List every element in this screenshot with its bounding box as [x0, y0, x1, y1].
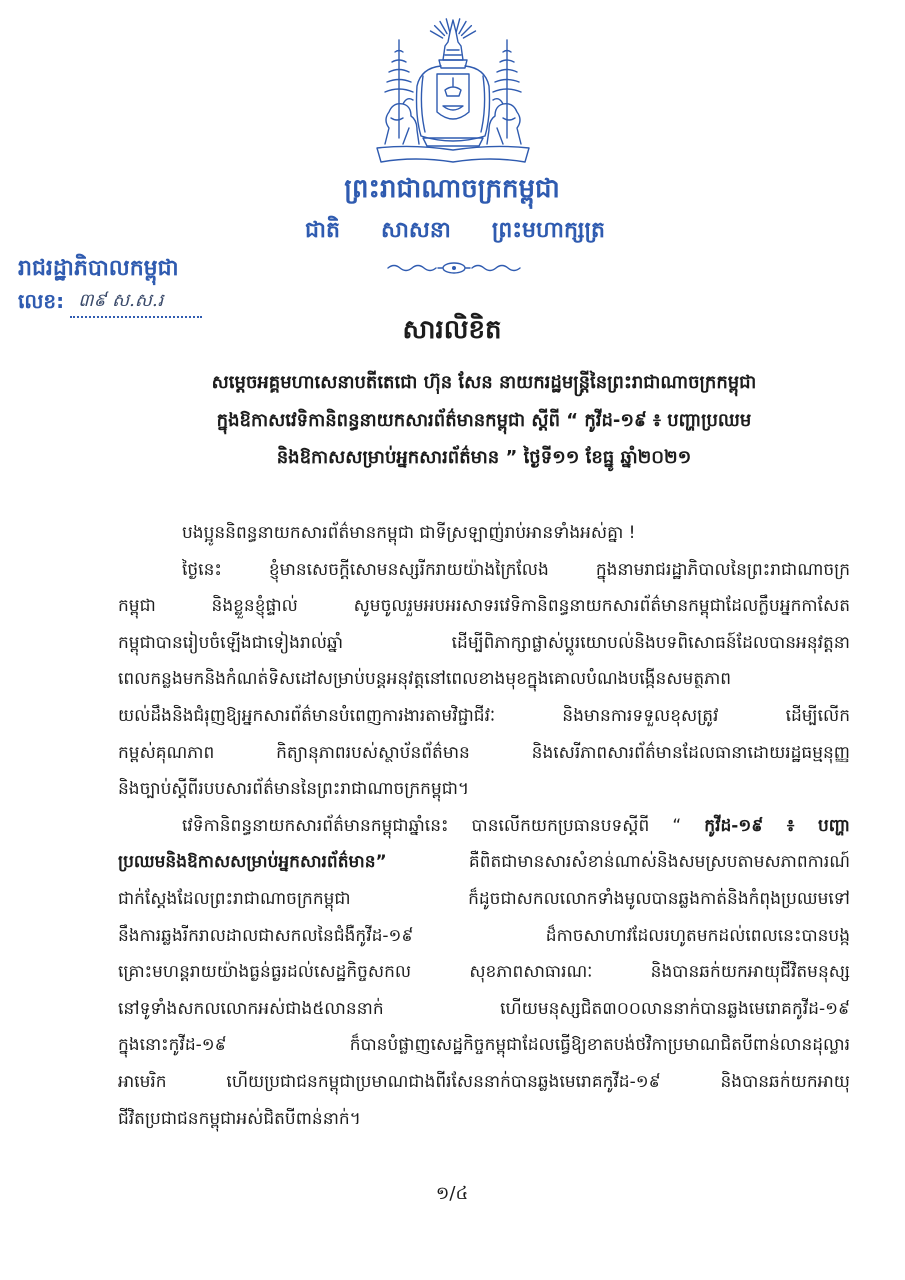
greeting-line: បងប្អូននិពន្ធនាយកសារព័ត៌មានកម្ពុជា ជាទីស្រឡាញ់រាប់អានទាំងអស់គ្នា !: [182, 523, 636, 543]
paragraph-line: ជាក់ស្តែងដែលព្រះរាជាណាចក្រកម្ពុជា ក៏ដូចជាសកលលោកទាំងមូលបានឆ្លងកាត់និងកំពុងប្រឈមទៅ: [118, 888, 850, 909]
paragraph-line: ជីវិតប្រជាជនកម្ពុជាអស់ជិតបីពាន់នាក់។: [118, 1108, 361, 1129]
reference-label: លេខ:: [18, 289, 65, 313]
national-motto: [305, 214, 605, 248]
subtitle-line: សម្តេចអគ្គមហាសេនាបតីតេជោ ហ៊ុន សែន នាយករដ្ឋមន្ត្រីនៃព្រះរាជាណាចក្រកម្ពុជា: [211, 372, 757, 393]
line-text: វេទិកានិពន្ធនាយកសារព័ត៌មានកម្ពុជាឆ្នាំនេះ បានលើកយកប្រធានបទស្តីពី “: [182, 815, 705, 836]
motto-nation: ជាតិ: [305, 218, 340, 243]
paragraph-line: ក្នុងនោះកូវីដ-១៩ ក៏បានបំផ្លាញសេដ្ឋកិច្ចកម្ពុជាដែលធ្វើឱ្យខាតបង់ថវិកាប្រមាណជិតបីពាន់លានដុល្លារ: [118, 1035, 850, 1056]
reference-dotted-line: [70, 290, 202, 318]
subtitle-line: ក្នុងឱកាសវេទិកានិពន្ធនាយកសារព័ត៌មានកម្ពុជា ស្តីពី “ កូវីដ-១៩ ៖ បញ្ហាប្រឈម: [216, 409, 752, 431]
paragraph-line: អាមេរិក ហើយប្រជាជនកម្ពុជាប្រមាណជាងពីរសែននាក់បានឆ្លងមេរោគកូវីដ-១៩ និងបានឆក់យកអាយុ: [118, 1071, 850, 1092]
paragraph-line: គ្រោះមហន្តរាយយ៉ាងធ្ងន់ធ្ងរដល់សេដ្ឋកិច្ចសកល សុខភាពសាធារណៈ និងបានឆក់យកអាយុជីវិតមនុស្ស: [118, 962, 850, 983]
motto-king: ព្រះមហាក្សត្រ: [491, 218, 605, 243]
paragraph-line: ពេលកន្លងមកនិងកំណត់ទិសដៅសម្រាប់បន្តអនុវត្តនៅពេលខាងមុខក្នុងគោលបំណងបង្កើនសមត្ថភាព: [118, 669, 732, 690]
ornament-icon: [384, 259, 524, 275]
paragraph-line: នឹងការឆ្លងរីករាលដាលជាសកលនៃជំងឺកូវីដ-១៩ ដ៏កាចសាហាវដែលរហូតមកដល់ពេលនេះបានបង្ក: [118, 925, 850, 946]
royal-coat-of-arms-icon: [373, 16, 533, 166]
paragraph-line: កម្ពស់គុណភាព កិត្យានុភាពរបស់ស្ថាប័នព័ត៌មាន និងសេរីភាពសារព័ត៌មានដែលធានាដោយរដ្ឋធម្មនុញ្ញ: [118, 742, 850, 763]
paragraph-line: នៅទូទាំងសកលលោកអស់ជាង៥លាននាក់ ហើយមនុស្សជិត៣០០លាននាក់បានឆ្លងមេរោគកូវីដ-១៩: [118, 998, 850, 1019]
motto-religion: សាសនា: [380, 218, 451, 243]
paragraph-line: [118, 808, 850, 845]
paragraph-line: កម្ពុជាបានរៀបចំឡើងជាទៀងរាល់ឆ្នាំ ដើម្បីពិភាក្សាផ្លាស់ប្តូរយោបល់និងបទពិសោធន៍ដែលបានអនុវត្តនា: [118, 632, 850, 653]
reference-handwritten-value: ៣៩ ស.ស.រ: [78, 290, 164, 311]
paragraph-line: ថ្ងៃនេះ ខ្ញុំមានសេចក្តីសោមនស្សរីករាយយ៉ាងក្រៃលែង ក្នុងនាមរាជរដ្ឋាភិបាលនៃព្រះរាជាណាចក្រ: [182, 559, 850, 580]
emphasized-topic: កូវីដ-១៩ ៖ បញ្ហា: [704, 815, 850, 836]
line-text: គឺពិតជាមានសារសំខាន់ណាស់និងសមស្របតាមសភាពការណ៍: [386, 852, 850, 873]
reference-number: [18, 286, 202, 318]
document-title: សារលិខិត: [402, 315, 502, 345]
paragraph-line: [118, 844, 850, 881]
page-number: ១/៤: [435, 1183, 469, 1204]
paragraph-line: និងច្បាប់ស្តីពីរបបសារព័ត៌មាននៃព្រះរាជាណាចក្រកម្ពុជា។: [118, 779, 470, 800]
subtitle-block: [118, 364, 850, 477]
subtitle-line: និងឱកាសសម្រាប់អ្នកសារព័ត៌មាន ” ថ្ងៃទី១១ ខែធ្នូ ឆ្នាំ២០២១: [276, 447, 692, 468]
paragraph-line: យល់ដឹងនិងជំរុញឱ្យអ្នកសារព័ត៌មានបំពេញការងារតាមវិជ្ជាជីវៈ និងមានការទទួលខុសត្រូវ ដើម្បីលើក: [118, 705, 850, 726]
government-name: រាជរដ្ឋាភិបាលកម្ពុជា: [18, 256, 179, 281]
paragraph-line: កម្ពុជា និងខ្លួនខ្ញុំផ្ទាល់ សូមចូលរួមអបអរសាទរវេទិកានិពន្ធនាយកសារព័ត៌មានកម្ពុជាដែលក្លឹបអ្នកកាសែត: [118, 596, 850, 617]
kingdom-heading: ព្រះរាជាណាចក្រកម្ពុជា: [344, 174, 560, 204]
letter-body: [118, 515, 850, 1137]
emphasized-topic: ប្រឈមនិងឱកាសសម្រាប់អ្នកសារព័ត៌មាន”: [118, 852, 387, 873]
